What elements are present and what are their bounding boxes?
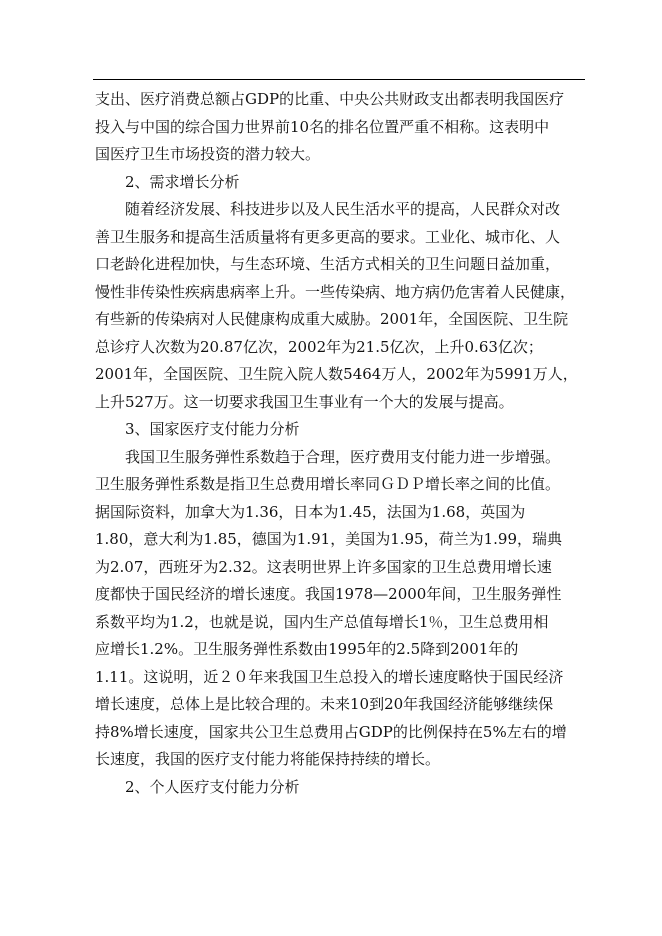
text-line: 为2.07，西班牙为2.32。这表明世界上许多国家的卫生总费用增长速 <box>95 557 552 576</box>
text-line: 口老龄化进程加快，与生态环境、生活方式相关的卫生问题日益加重， <box>95 255 561 273</box>
document-body <box>95 86 587 801</box>
text-line: 增长速度，总体上是比较合理的。未来10到20年我国经济能够继续保 <box>95 695 554 713</box>
text-line: 有些新的传染病对人民健康构成重大威胁。2001年，全国医院、卫生院 <box>95 310 569 328</box>
text-line: 投入与中国的综合国力世界前10名的排名位置严重不相称。这表明中 <box>95 117 550 136</box>
text-line: 度都快于国民经济的增长速度。我国1978—2000年间，卫生服务弹性 <box>95 585 562 603</box>
header-rule <box>93 79 585 80</box>
text-line: 善卫生服务和提高生活质量将有更多更高的要求。工业化、城市化、人 <box>95 227 561 246</box>
text-line: 长速度，我国的医疗支付能力将能保持持续的增长。 <box>95 750 441 768</box>
text-line: 系数平均为1.2，也就是说，国内生产总值每增长1％，卫生总费用相 <box>95 612 549 631</box>
paragraph-start-line: 随着经济发展、科技进步以及人民生活水平的提高，人民群众对改 <box>125 200 561 218</box>
text-line: 据国际资料，加拿大为1.36，日本为1.45，法国为1.68，英国为 <box>95 502 526 521</box>
text-line: 慢性非传染性疾病患病率上升。一些传染病、地方病仍危害着人民健康， <box>95 282 576 301</box>
text-line: 1.11。这说明，近２０年来我国卫生总投入的增长速度略快于国民经济 <box>95 667 564 686</box>
text-line: 上升527万。这一切要求我国卫生事业有一个大的发展与提高。 <box>95 392 514 411</box>
text-line: 支出、医疗消费总额占GDP的比重、中央公共财政支出都表明我国医疗 <box>95 90 565 108</box>
paragraph-start-line: 3、国家医疗支付能力分析 <box>125 420 300 438</box>
paragraph-start-line: 2、需求增长分析 <box>125 172 240 191</box>
paragraph-start-line: 我国卫生服务弹性系数趋于合理，医疗费用支付能力进一步增强。 <box>125 447 561 466</box>
paragraph-start-line: 2、个人医疗支付能力分析 <box>125 777 300 796</box>
text-line: 2001年，全国医院、卫生院入院人数5464万人，2002年为5991万人， <box>95 365 578 383</box>
text-line: 国医疗卫生市场投资的潜力较大。 <box>95 145 321 163</box>
text-line: 1.80，意大利为1.85，德国为1.91，美国为1.95，荷兰为1.99，瑞典 <box>95 530 562 548</box>
text-line: 总诊疗人次数为20.87亿次，2002年为21.5亿次，上升0.63亿次； <box>95 337 543 356</box>
text-line: 持8%增长速度，国家共公卫生总费用占GDP的比例保持在5%左右的增 <box>95 722 567 741</box>
text-line: 应增长1.2%。卫生服务弹性系数由1995年的2.5降到2001年的 <box>95 640 519 658</box>
text-line: 卫生服务弹性系数是指卫生总费用增长率同ＧＤＰ增长率之间的比值。 <box>95 475 561 493</box>
